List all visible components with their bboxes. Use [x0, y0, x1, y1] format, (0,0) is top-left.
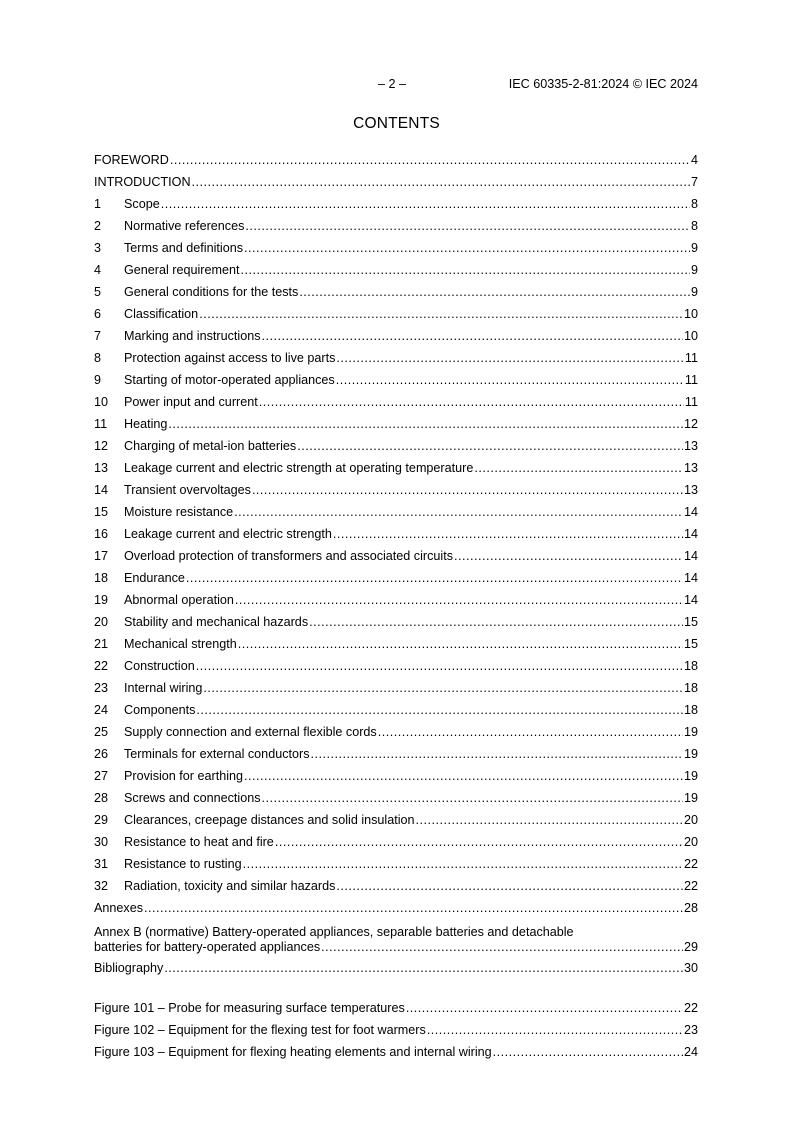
toc-entry-page: 9	[690, 263, 698, 278]
toc-entry-number: 31	[94, 857, 109, 872]
toc-entry[interactable]	[94, 896, 698, 918]
toc-entry-title: Construction	[124, 659, 195, 674]
toc-entry-number: 12	[94, 439, 109, 454]
list-of-figures	[94, 996, 698, 1062]
toc-entry-title: Figure 101 – Probe for measuring surface temperatures	[94, 1001, 405, 1016]
toc-entry-title: Heating	[124, 417, 168, 432]
toc-entry-page: 13	[683, 483, 698, 498]
toc-entry[interactable]	[94, 956, 698, 978]
dot-leader	[161, 198, 690, 211]
toc-entry[interactable]	[94, 588, 698, 610]
toc-entry-title: Transient overvoltages	[124, 483, 251, 498]
dot-leader	[336, 352, 684, 365]
toc-entry-page: 22	[683, 857, 698, 872]
toc-entry[interactable]	[94, 192, 698, 214]
toc-entry-number: 8	[94, 351, 102, 366]
dot-leader	[427, 1024, 683, 1037]
toc-entry-number: 16	[94, 527, 109, 542]
dot-leader	[493, 1046, 683, 1059]
toc-entry-number: 20	[94, 615, 109, 630]
dot-leader	[454, 550, 683, 563]
dot-leader	[196, 660, 683, 673]
toc-entry[interactable]	[94, 566, 698, 588]
toc-entry-number: 13	[94, 461, 109, 476]
toc-entry-number: 30	[94, 835, 109, 850]
toc-entry-title: Screws and connections	[124, 791, 261, 806]
toc-entry-number: 32	[94, 879, 109, 894]
toc-entry-number: 21	[94, 637, 109, 652]
toc-entry-number: 22	[94, 659, 109, 674]
toc-entry-page: 11	[684, 395, 698, 410]
dot-leader	[262, 792, 683, 805]
toc-entry-number: 7	[94, 329, 102, 344]
toc-entry[interactable]	[94, 676, 698, 698]
toc-entry-title: Scope	[124, 197, 160, 212]
dot-leader	[238, 638, 683, 651]
dot-leader	[474, 462, 683, 475]
toc-entry[interactable]	[94, 170, 698, 192]
dot-leader	[199, 308, 683, 321]
toc-entry-number: 10	[94, 395, 109, 410]
toc-entry-page: 10	[683, 329, 698, 344]
toc-entry-page: 20	[683, 835, 698, 850]
annex-b-title-line2: batteries for battery-operated appliances	[94, 940, 321, 954]
annex-b-line2	[94, 941, 698, 954]
toc-entry-number: 24	[94, 703, 109, 718]
annex-b-page: 29	[683, 940, 698, 954]
toc-entry[interactable]	[94, 500, 698, 522]
toc-entry[interactable]	[94, 478, 698, 500]
toc-entry-number: 26	[94, 747, 109, 762]
toc-entry[interactable]	[94, 302, 698, 324]
document-id: IEC 60335-2-81:2024 © IEC 2024	[508, 77, 698, 91]
dot-leader	[299, 286, 690, 299]
toc-entry-number: 9	[94, 373, 102, 388]
toc-entry-page: 18	[683, 703, 698, 718]
toc-entry-number: 6	[94, 307, 102, 322]
dot-leader	[164, 962, 683, 975]
page-number: – 2 –	[378, 77, 407, 91]
toc-entry-page: 20	[683, 813, 698, 828]
toc-entry[interactable]	[94, 544, 698, 566]
toc-entry-page: 11	[684, 373, 698, 388]
toc-entry-title: Components	[124, 703, 196, 718]
dot-leader	[252, 484, 683, 497]
dot-leader	[243, 858, 683, 871]
toc-entry-page: 7	[690, 175, 698, 190]
toc-entry-title: INTRODUCTION	[94, 175, 191, 190]
toc-entry-number: 19	[94, 593, 109, 608]
table-of-contents	[94, 148, 698, 978]
toc-entry-page: 23	[683, 1023, 698, 1038]
toc-entry-title: Normative references	[124, 219, 245, 234]
toc-entry-title: Charging of metal-ion batteries	[124, 439, 297, 454]
toc-entry-title: Leakage current and electric strength at operating temperature	[124, 461, 474, 476]
toc-entry-annex-b[interactable]	[94, 918, 698, 956]
toc-entry[interactable]	[94, 236, 698, 258]
dot-leader	[235, 594, 683, 607]
toc-entry-page: 15	[683, 615, 698, 630]
dot-leader	[234, 506, 683, 519]
toc-entry-number: 3	[94, 241, 102, 256]
contents-heading: CONTENTS	[353, 115, 440, 132]
dot-leader	[311, 748, 683, 761]
toc-entry-page: 12	[683, 417, 698, 432]
toc-entry-title: Protection against access to live parts	[124, 351, 336, 366]
dot-leader	[144, 902, 683, 915]
page-header	[0, 78, 793, 92]
toc-entry-page: 11	[684, 351, 698, 366]
toc-entry-page: 9	[690, 241, 698, 256]
toc-entry-title: Resistance to heat and fire	[124, 835, 274, 850]
toc-entry-number: 18	[94, 571, 109, 586]
dot-leader	[297, 440, 683, 453]
figure-entry[interactable]	[94, 1018, 698, 1040]
dot-leader	[416, 814, 683, 827]
toc-entry-title: Marking and instructions	[124, 329, 261, 344]
toc-entry-page: 13	[683, 461, 698, 476]
toc-entry[interactable]	[94, 148, 698, 170]
toc-entry-title: Bibliography	[94, 961, 164, 976]
toc-entry-title: Terms and definitions	[124, 241, 244, 256]
dot-leader	[168, 418, 683, 431]
toc-entry-page: 19	[683, 747, 698, 762]
toc-entry-number: 14	[94, 483, 109, 498]
toc-entry-page: 13	[683, 439, 698, 454]
dot-leader	[245, 220, 690, 233]
toc-entry-number: 15	[94, 505, 109, 520]
toc-entry-page: 14	[683, 593, 698, 608]
toc-entry-title: Supply connection and external flexible cords	[124, 725, 377, 740]
toc-entry-title: Internal wiring	[124, 681, 203, 696]
toc-entry-page: 22	[683, 1001, 698, 1016]
toc-entry[interactable]	[94, 214, 698, 236]
toc-entry[interactable]	[94, 808, 698, 830]
toc-entry[interactable]	[94, 390, 698, 412]
toc-entry[interactable]	[94, 258, 698, 280]
toc-entry-title: Starting of motor-operated appliances	[124, 373, 335, 388]
toc-entry-title: Power input and current	[124, 395, 258, 410]
toc-entry-page: 9	[690, 285, 698, 300]
dot-leader	[262, 330, 683, 343]
toc-entry-page: 10	[683, 307, 698, 322]
toc-entry-title: Resistance to rusting	[124, 857, 242, 872]
toc-entry-title: FOREWORD	[94, 153, 169, 168]
toc-entry[interactable]	[94, 412, 698, 434]
toc-entry[interactable]	[94, 852, 698, 874]
toc-entry[interactable]	[94, 742, 698, 764]
toc-entry-number: 17	[94, 549, 109, 564]
toc-entry-title: Overload protection of transformers and associated circuits	[124, 549, 453, 564]
toc-entry[interactable]	[94, 368, 698, 390]
toc-entry[interactable]	[94, 830, 698, 852]
toc-entry-number: 1	[94, 197, 102, 212]
toc-entry-page: 18	[683, 681, 698, 696]
dot-leader	[244, 242, 690, 255]
toc-entry[interactable]	[94, 324, 698, 346]
dot-leader	[192, 176, 690, 189]
toc-entry-number: 27	[94, 769, 109, 784]
toc-entry[interactable]	[94, 654, 698, 676]
toc-entry[interactable]	[94, 610, 698, 632]
dot-leader	[321, 941, 683, 954]
dot-leader	[275, 836, 683, 849]
toc-entry[interactable]	[94, 786, 698, 808]
dot-leader	[196, 704, 683, 717]
dot-leader	[244, 770, 683, 783]
annex-b-title-line1: Annex B (normative) Battery-operated appliances, separable batteries and detachable	[94, 925, 574, 939]
toc-entry-page: 14	[683, 527, 698, 542]
figure-entry[interactable]	[94, 1040, 698, 1062]
dot-leader	[336, 374, 684, 387]
toc-entry-title: Figure 103 – Equipment for flexing heating elements and internal wiring	[94, 1045, 492, 1060]
dot-leader	[333, 528, 683, 541]
toc-entry[interactable]	[94, 764, 698, 786]
toc-entry-page: 28	[683, 901, 698, 916]
toc-entry-number: 28	[94, 791, 109, 806]
dot-leader	[186, 572, 683, 585]
toc-entry-page: 15	[683, 637, 698, 652]
toc-entry[interactable]	[94, 280, 698, 302]
toc-entry-title: Provision for earthing	[124, 769, 244, 784]
toc-entry-page: 8	[690, 197, 698, 212]
toc-entry-page: 30	[683, 961, 698, 976]
toc-entry-page: 18	[683, 659, 698, 674]
toc-entry-title: Mechanical strength	[124, 637, 237, 652]
toc-entry[interactable]	[94, 698, 698, 720]
toc-entry-number: 25	[94, 725, 109, 740]
toc-entry[interactable]	[94, 874, 698, 896]
toc-entry-number: 11	[94, 417, 108, 432]
dot-leader	[170, 154, 690, 167]
toc-entry-title: Clearances, creepage distances and solid insulation	[124, 813, 415, 828]
dot-leader	[336, 880, 683, 893]
toc-entry-page: 14	[683, 549, 698, 564]
toc-entry-page: 24	[683, 1045, 698, 1060]
toc-entry-page: 4	[690, 153, 698, 168]
dot-leader	[406, 1002, 683, 1015]
dot-leader	[203, 682, 683, 695]
dot-leader	[378, 726, 683, 739]
figure-entry[interactable]	[94, 996, 698, 1018]
toc-entry[interactable]	[94, 456, 698, 478]
toc-entry-page: 14	[683, 505, 698, 520]
toc-entry-page: 14	[683, 571, 698, 586]
toc-entry-page: 19	[683, 769, 698, 784]
toc-entry-page: 19	[683, 725, 698, 740]
toc-entry[interactable]	[94, 346, 698, 368]
toc-entry-title: Classification	[124, 307, 199, 322]
toc-entry-title: General requirement	[124, 263, 240, 278]
toc-entry-title: Moisture resistance	[124, 505, 234, 520]
toc-entry[interactable]	[94, 522, 698, 544]
dot-leader	[259, 396, 684, 409]
toc-entry-title: Radiation, toxicity and similar hazards	[124, 879, 336, 894]
toc-entry-number: 5	[94, 285, 102, 300]
annex-b-wrapper	[94, 918, 698, 956]
toc-entry[interactable]	[94, 632, 698, 654]
toc-entry-title: Annexes	[94, 901, 144, 916]
toc-entry-title: Figure 102 – Equipment for the flexing test for foot warmers	[94, 1023, 426, 1038]
toc-entry-number: 29	[94, 813, 109, 828]
toc-entry-title: Terminals for external conductors	[124, 747, 310, 762]
toc-entry-number: 4	[94, 263, 102, 278]
toc-entry-page: 19	[683, 791, 698, 806]
dot-leader	[309, 616, 683, 629]
dot-leader	[241, 264, 690, 277]
toc-entry-title: Stability and mechanical hazards	[124, 615, 309, 630]
toc-entry-page: 22	[683, 879, 698, 894]
toc-entry[interactable]	[94, 720, 698, 742]
toc-entry-number: 2	[94, 219, 102, 234]
toc-entry-page: 8	[690, 219, 698, 234]
toc-entry[interactable]	[94, 434, 698, 456]
toc-entry-number: 23	[94, 681, 109, 696]
toc-entry-title: General conditions for the tests	[124, 285, 299, 300]
toc-entry-title: Endurance	[124, 571, 185, 586]
toc-entry-title: Leakage current and electric strength	[124, 527, 332, 542]
toc-entry-title: Abnormal operation	[124, 593, 234, 608]
